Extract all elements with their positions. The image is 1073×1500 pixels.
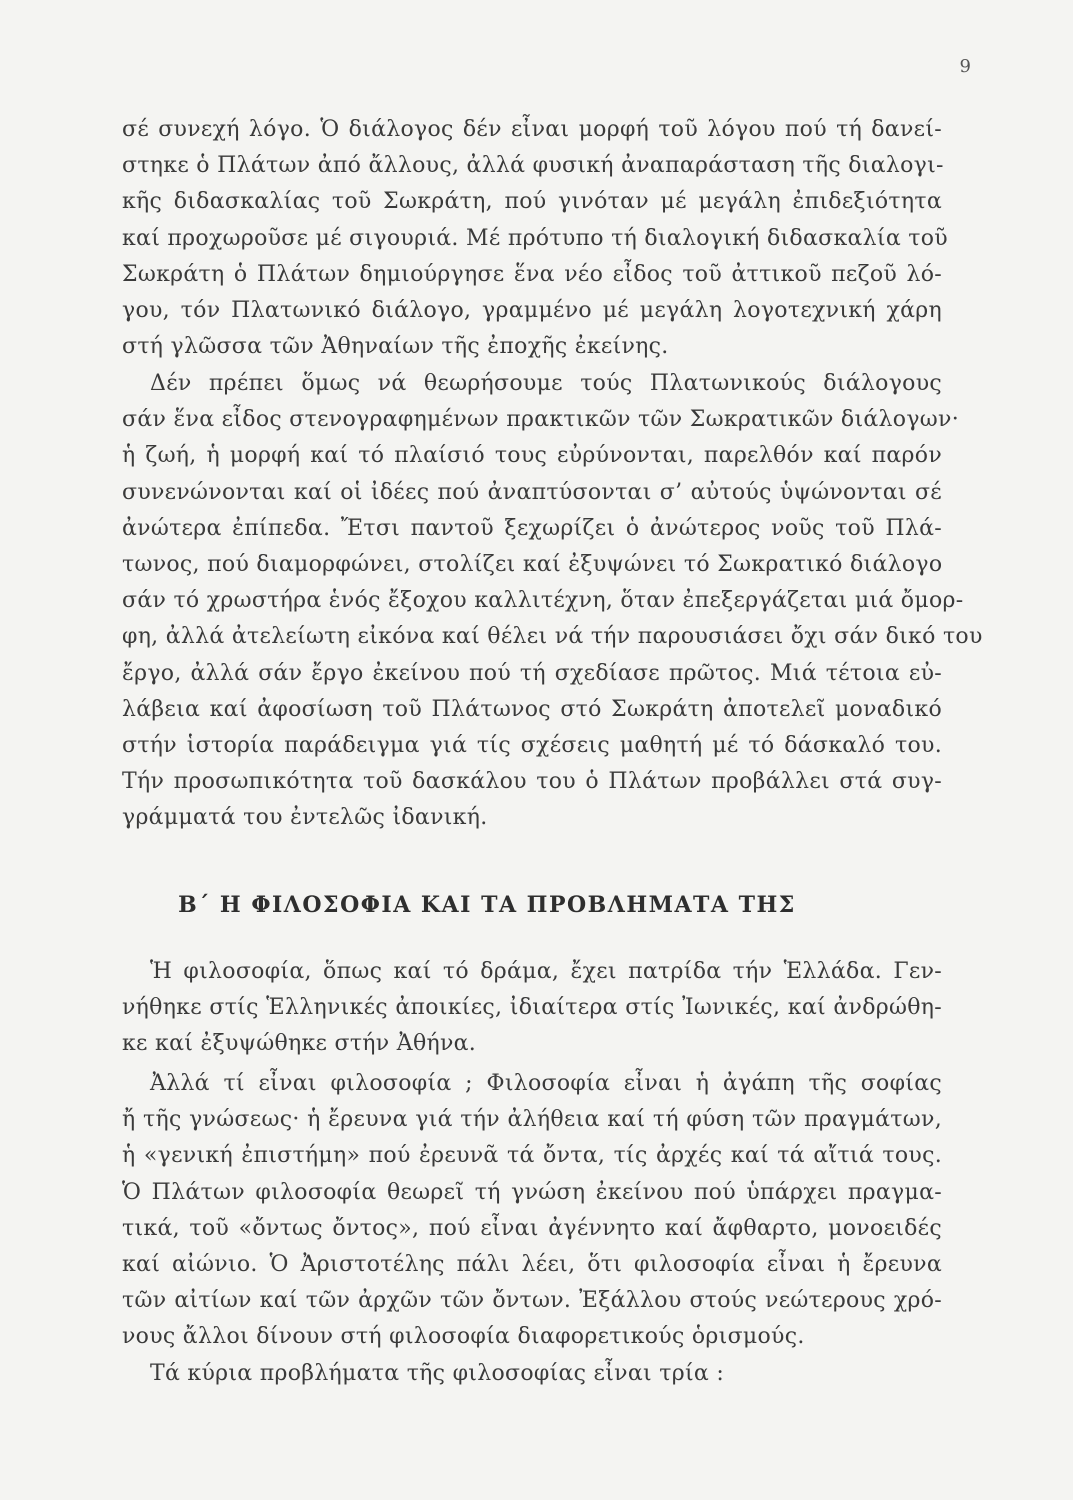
text-line: ἤ τῆς γνώσεως· ἡ ἔρευνα γιά τήν ἀλήθεια καί τή φύση τῶν πραγμάτων, [122, 1107, 942, 1133]
text-line: γου, τόν Πλατωνικό διάλογο, γραμμένο μέ μεγάλη λογοτεχνική χάρη [122, 297, 942, 323]
text-line: τωνος, πού διαμορφώνει, στολίζει καί ἐξυψώνει τό Σωκρατικό διάλογο [122, 551, 943, 577]
text-line: τῶν αἰτίων καί τῶν ἀρχῶν τῶν ὄντων. Ἐξάλλου στούς νεώτερους χρό- [122, 1288, 942, 1314]
text-line: νήθηκε στίς Ἑλληνικές ἀποικίες, ἰδιαίτερα στίς Ἰωνικές, καί ἀνδρώθη- [122, 995, 942, 1021]
text-line: στήν ἱστορία παράδειγμα γιά τίς σχέσεις μαθητή μέ τό δάσκαλό του. [122, 732, 942, 758]
text-line: γράμματά του ἐντελῶς ἰδανική. [122, 805, 488, 831]
text-line: Ὁ Πλάτων φιλοσοφία θεωρεῖ τή γνώση ἐκείνου πού ὑπάρχει πραγμα- [122, 1179, 942, 1205]
text-line: τικά, τοῦ «ὄντως ὄντος», πού εἶναι ἀγέννητο καί ἄφθαρτο, μονοειδές [122, 1215, 942, 1241]
text-line: φη, ἀλλά ἀτελείωτη εἰκόνα καί θέλει νά τήν παρουσιάσει ὄχι σάν δικό του [122, 624, 983, 650]
text-line: νους ἄλλοι δίνουν στή φιλοσοφία διαφορετικούς ὁρισμούς. [122, 1324, 805, 1350]
section-heading: Β΄ Η ΦΙΛΟΣΟΦΙΑ ΚΑΙ ΤΑ ΠΡΟΒΛΗΜΑΤΑ ΤΗΣ [178, 892, 796, 918]
text-line: ἡ «γενική ἐπιστήμη» πού ἐρευνᾶ τά ὄντα, τίς ἀρχές καί τά αἴτιά τους. [122, 1143, 942, 1169]
text-line: Ἡ φιλοσοφία, ὅπως καί τό δράμα, ἔχει πατρίδα τήν Ἑλλάδα. Γεν- [150, 959, 942, 984]
text-line: ἡ ζωή, ἡ μορφή καί τό πλαίσιό τους εὐρύνονται, παρελθόν καί παρόν [122, 443, 942, 469]
text-line: κῆς διδασκαλίας τοῦ Σωκράτη, πού γινόταν μέ μεγάλη ἐπιδεξιότητα [122, 189, 942, 215]
paragraph-3 [122, 954, 942, 1063]
text-line: Τήν προσωπικότητα τοῦ δασκάλου του ὁ Πλάτων προβάλλει στά συγ- [122, 769, 942, 795]
text-line: σέ συνεχή λόγο. Ὁ διάλογος δέν εἶναι μορφή τοῦ λόγου πού τή δανεί- [122, 117, 942, 142]
page-number: 9 [959, 56, 971, 77]
text-line: Ἀλλά τί εἶναι φιλοσοφία ; Φιλοσοφία εἶναι ἡ ἀγάπη τῆς σοφίας [150, 1071, 942, 1096]
text-line: Τά κύρια προβλήματα τῆς φιλοσοφίας εἶναι τρία : [150, 1361, 725, 1386]
text-line: στή γλῶσσα τῶν Ἀθηναίων τῆς ἐποχῆς ἐκείνης. [122, 334, 669, 360]
text-line: καί προχωροῦσε μέ σιγουριά. Μέ πρότυπο τή διαλογική διδασκαλία τοῦ [122, 225, 948, 251]
paragraph-5 [122, 1356, 942, 1392]
text-line: λάβεια καί ἀφοσίωση τοῦ Πλάτωνος στό Σωκράτη ἀποτελεῖ μοναδικό [122, 696, 942, 722]
paragraph-2 [122, 366, 983, 836]
text-line: κε καί ἐξυψώθηκε στήν Ἀθήνα. [122, 1031, 477, 1057]
text-line: Σωκράτη ὁ Πλάτων δημιούργησε ἕνα νέο εἶδος τοῦ ἀττικοῦ πεζοῦ λό- [122, 261, 942, 287]
text-line: στηκε ὁ Πλάτων ἀπό ἄλλους, ἀλλά φυσική ἀναπαράσταση τῆς διαλογι- [122, 153, 944, 179]
text-line: σάν ἕνα εἶδος στενογραφημένων πρακτικῶν τῶν Σωκρατικῶν διάλογων· [122, 407, 959, 433]
paragraph-4 [122, 1066, 942, 1356]
text-line: καί αἰώνιο. Ὁ Ἀριστοτέλης πάλι λέει, ὅτι φιλοσοφία εἶναι ἡ ἔρευνα [122, 1251, 942, 1277]
paragraph-1 [122, 112, 948, 365]
text-line: σάν τό χρωστήρα ἑνός ἔξοχου καλλιτέχνη, ὅταν ἐπεξεργάζεται μιά ὄμορ- [122, 588, 964, 614]
text-line: ἀνώτερα ἐπίπεδα. Ἔτσι παντοῦ ξεχωρίζει ὁ ἀνώτερος νοῦς τοῦ Πλά- [122, 515, 942, 541]
text-line: Δέν πρέπει ὅμως νά θεωρήσουμε τούς Πλατωνικούς διάλογους [150, 371, 942, 396]
text-line: συνενώνονται καί οἱ ἰδέες πού ἀναπτύσονται σ’ αὐτούς ὑψώνονται σέ [122, 479, 942, 505]
text-line: ἔργο, ἀλλά σάν ἔργο ἐκείνου πού τή σχεδίασε πρῶτος. Μιά τέτοια εὐ- [122, 660, 942, 686]
